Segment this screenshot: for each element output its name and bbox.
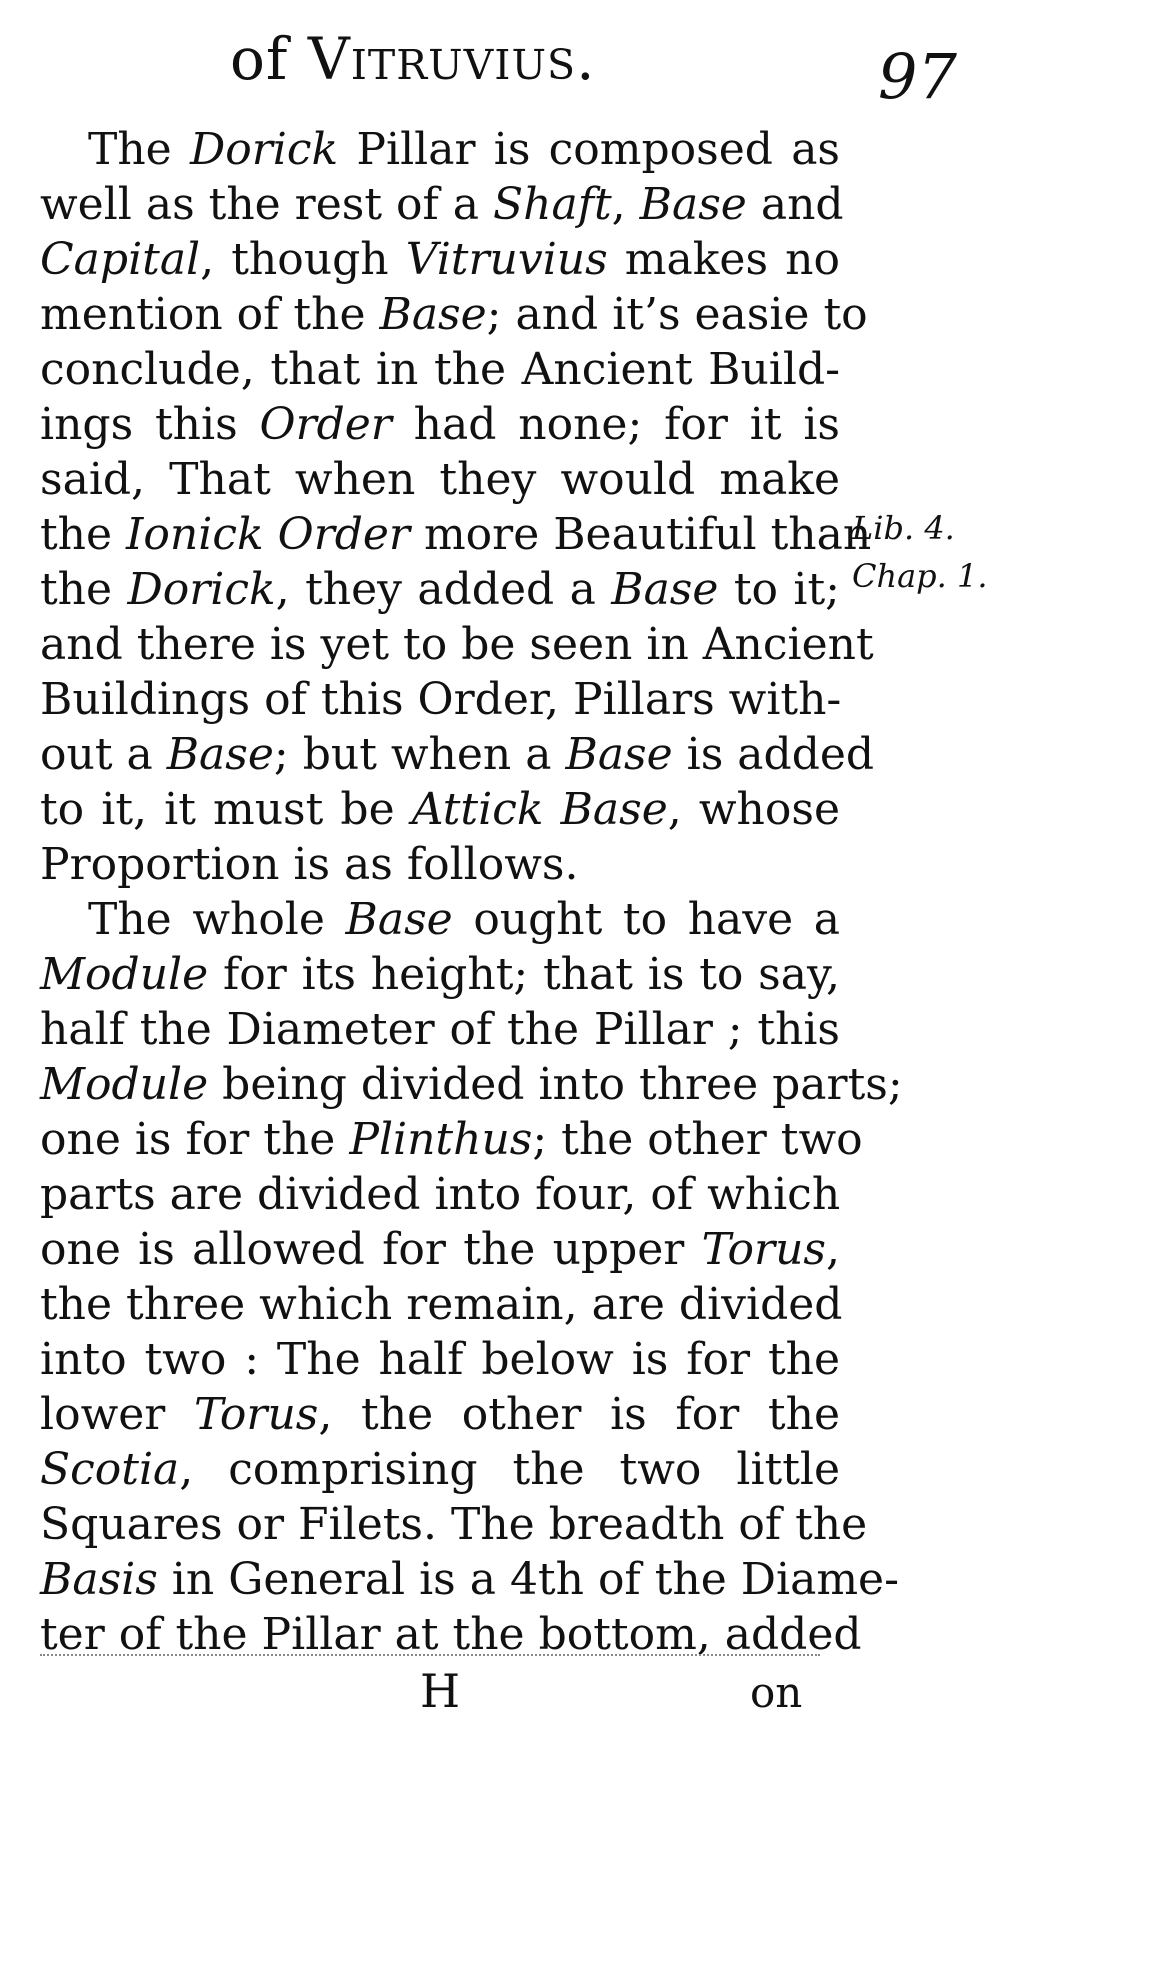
text-run: makes no <box>607 234 840 285</box>
signature-mark: H <box>420 1664 461 1718</box>
text-run: well as the rest of a <box>40 179 493 230</box>
text-run: Pillar is composed as <box>338 124 841 175</box>
italic-word: Base <box>611 564 719 615</box>
italic-word: Capital <box>40 234 201 285</box>
text-line <box>40 232 840 287</box>
text-line <box>40 727 875 782</box>
running-head-author: Vitruvius. <box>307 25 596 93</box>
page-number: 97 <box>878 40 957 113</box>
text-line <box>40 177 844 232</box>
text-run: , whose <box>667 784 841 835</box>
italic-word: Torus <box>194 1389 319 1440</box>
body-text <box>40 122 903 1662</box>
margin-note-lib: Lib. 4. <box>852 509 955 547</box>
italic-word: Dorick <box>127 564 276 615</box>
catchword: on <box>750 1668 803 1717</box>
text-run: one is for the <box>40 1114 350 1165</box>
italic-word: Ionick Order <box>126 509 410 560</box>
text-line <box>40 562 840 617</box>
text-line <box>40 342 840 397</box>
text-run: ; the other two <box>532 1114 863 1165</box>
text-run: the <box>40 564 128 615</box>
text-line <box>40 1332 840 1387</box>
italic-word: Dorick <box>189 124 339 175</box>
text-run: more Beautiful than <box>409 509 872 560</box>
text-line <box>40 1442 840 1497</box>
text-line <box>40 1222 840 1277</box>
text-run: ; but when a <box>273 729 566 780</box>
margin-note-chap: Chap. 1. <box>852 557 988 595</box>
text-run: half the Diameter of the Pillar ; this <box>40 1004 840 1055</box>
text-run: conclude, that in the Ancient Build- <box>40 344 840 395</box>
text-run: had none; for it is <box>391 399 840 450</box>
text-line <box>40 617 874 672</box>
text-run: , <box>611 179 640 230</box>
text-line <box>40 892 840 947</box>
text-run: in General is a 4th of the Diame- <box>157 1554 899 1605</box>
text-run: Squares or Filets. The breadth of the <box>40 1499 868 1550</box>
text-run: being divided into three parts; <box>208 1059 903 1110</box>
text-run: lower <box>40 1389 194 1440</box>
text-run: out a <box>40 729 167 780</box>
italic-word: Base <box>639 179 747 230</box>
text-run: , <box>826 1224 840 1275</box>
text-line <box>40 672 840 727</box>
text-run: for its height; that is to say, <box>208 949 840 1000</box>
italic-word: Base <box>166 729 274 780</box>
text-run: said, That when they would make <box>40 454 840 505</box>
italic-word: Vitruvius <box>405 234 608 285</box>
paragraph <box>40 122 875 892</box>
text-run: parts are divided into four, of which <box>40 1169 841 1220</box>
text-run: the three which remain, are divided <box>40 1279 843 1330</box>
italic-word: Order <box>259 399 392 450</box>
italic-word: Torus <box>701 1224 826 1275</box>
text-line <box>40 782 840 837</box>
text-line <box>40 122 840 177</box>
text-line <box>40 1497 868 1552</box>
text-run: to it, it must be <box>40 784 412 835</box>
italic-word: Plinthus <box>349 1114 533 1165</box>
text-run: , though <box>200 234 406 285</box>
text-run: one is allowed for the upper <box>40 1224 702 1275</box>
text-line <box>40 507 872 562</box>
italic-word: Module <box>40 1059 209 1110</box>
italic-word: Module <box>40 949 209 1000</box>
text-run: The <box>88 124 190 175</box>
text-run: , the other is for the <box>318 1389 840 1440</box>
text-line <box>40 452 840 507</box>
text-run: ter of the Pillar at the bottom, added <box>40 1609 862 1660</box>
italic-word: Attick Base <box>411 784 668 835</box>
italic-word: Shaft <box>492 179 612 230</box>
text-line <box>40 1277 843 1332</box>
text-line <box>40 1552 899 1607</box>
text-run: ings this <box>40 399 260 450</box>
text-line <box>40 947 840 1002</box>
running-head-of: of <box>230 25 289 93</box>
text-run: , comprising the two little <box>179 1444 840 1495</box>
text-run: , they added a <box>275 564 612 615</box>
bottom-rule <box>40 1654 820 1656</box>
text-line <box>40 1167 840 1222</box>
italic-word: Base <box>345 894 453 945</box>
paragraph <box>40 892 903 1662</box>
text-run: into two : The half below is for the <box>40 1334 840 1385</box>
text-line <box>40 1112 863 1167</box>
text-run: is added <box>672 729 875 780</box>
text-run: ; and it’s easie to <box>486 289 868 340</box>
italic-word: Scotia <box>40 1444 180 1495</box>
text-run: and <box>746 179 844 230</box>
running-head <box>230 25 596 93</box>
text-line <box>40 837 840 892</box>
italic-word: Base <box>379 289 487 340</box>
text-run: to it; <box>718 564 840 615</box>
text-run: Proportion is as follows. <box>40 839 579 890</box>
text-run: mention of the <box>40 289 380 340</box>
text-run: and there is yet to be seen in Ancient <box>40 619 874 670</box>
text-line <box>40 397 840 452</box>
text-run: Buildings of this Order, Pillars with- <box>40 674 842 725</box>
text-line <box>40 1002 840 1057</box>
italic-word: Basis <box>40 1554 158 1605</box>
text-line <box>40 287 868 342</box>
text-run: ought to have a <box>452 894 840 945</box>
text-run: The whole <box>88 894 346 945</box>
text-line <box>40 1057 903 1112</box>
italic-word: Base <box>565 729 673 780</box>
text-line <box>40 1387 840 1442</box>
text-run: the <box>40 509 127 560</box>
